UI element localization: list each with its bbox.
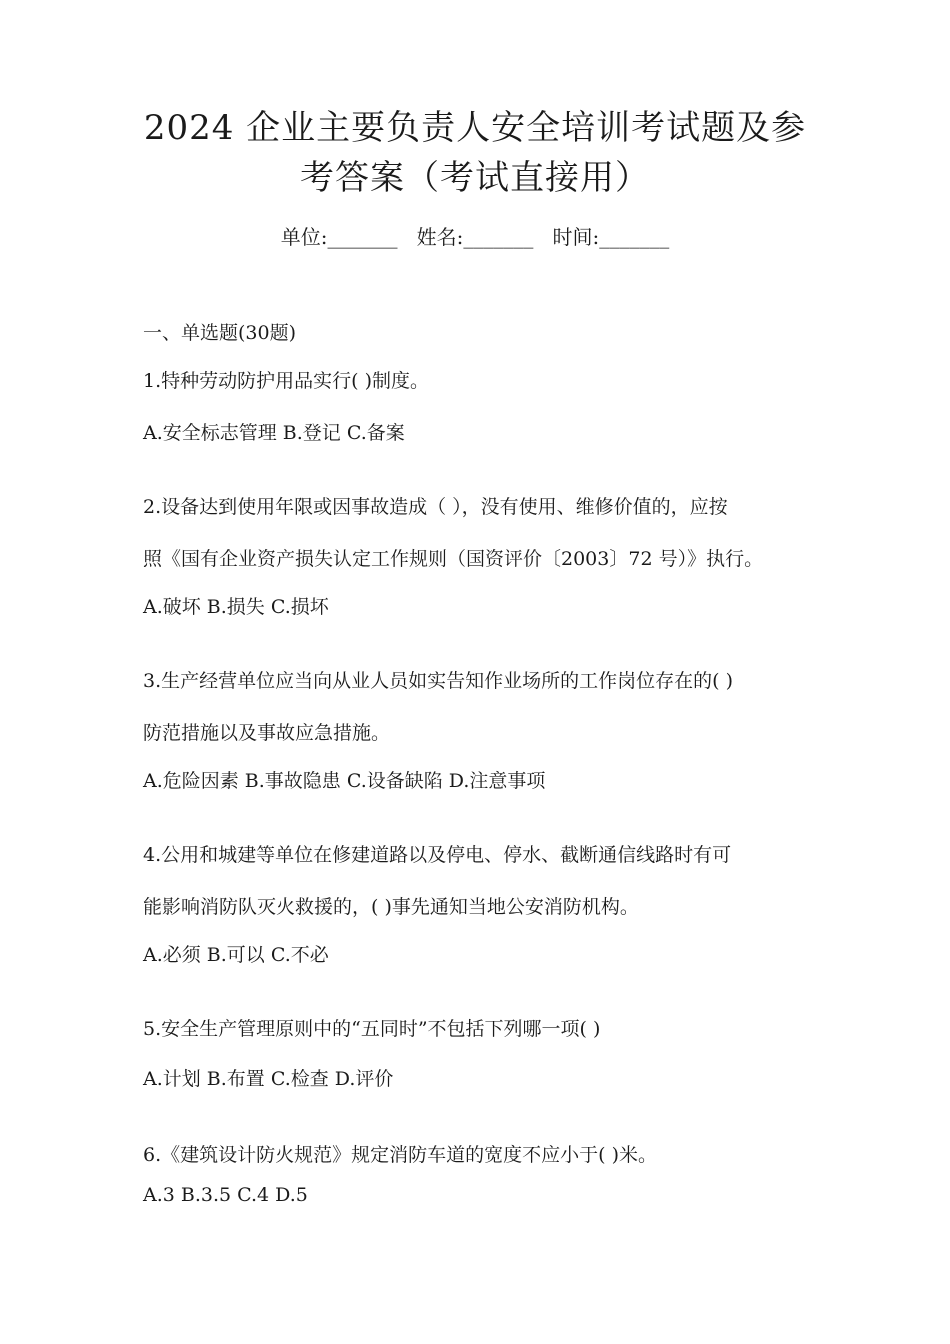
- question-4-stem-line-1: 4.公用和城建等单位在修建道路以及停电、停水、截断通信线路时有可: [143, 844, 732, 866]
- name-field: 姓名:_______: [416, 225, 534, 249]
- question-5-options: A.计划 B.布置 C.检查 D.评价: [143, 1068, 394, 1090]
- question-4-options: A.必须 B.可以 C.不必: [143, 944, 329, 966]
- question-1-options: A.安全标志管理 B.登记 C.备案: [143, 422, 405, 444]
- unit-field: 单位:_______: [280, 225, 398, 249]
- question-2-options: A.破坏 B.损失 C.损坏: [143, 596, 329, 618]
- question-6-stem-line-1: 6.《建筑设计防火规范》规定消防车道的宽度不应小于( )米。: [143, 1144, 657, 1166]
- question-2-stem-line-1: 2.设备达到使用年限或因事故造成（ ），没有使用、维修价值的，应按: [143, 496, 728, 518]
- question-2-stem-line-2: 照《国有企业资产损失认定工作规则（国资评价〔2003〕72 号）》执行。: [143, 548, 764, 570]
- question-3-options: A.危险因素 B.事故隐患 C.设备缺陷 D.注意事项: [143, 770, 546, 792]
- question-3-stem-line-1: 3.生产经营单位应当向从业人员如实告知作业场所的工作岗位存在的( ): [143, 670, 733, 692]
- section-heading: 一、单选题(30题): [143, 322, 297, 344]
- respondent-info: [0, 222, 950, 252]
- document-title-line-1: 2024 企业主要负责人安全培训考试题及参: [143, 108, 807, 148]
- time-field: 时间:_______: [552, 225, 670, 249]
- question-5-stem-line-1: 5.安全生产管理原则中的“五同时”不包括下列哪一项( ): [143, 1018, 601, 1040]
- question-3-stem-line-2: 防范措施以及事故应急措施。: [143, 722, 391, 744]
- question-6-options: A.3 B.3.5 C.4 D.5: [143, 1184, 308, 1206]
- question-4-stem-line-2: 能影响消防队灭火救援的，( )事先通知当地公安消防机构。: [143, 896, 639, 918]
- question-1-stem-line-1: 1.特种劳动防护用品实行( )制度。: [143, 370, 429, 392]
- document-title-line-2: 考答案（考试直接用）: [300, 158, 650, 198]
